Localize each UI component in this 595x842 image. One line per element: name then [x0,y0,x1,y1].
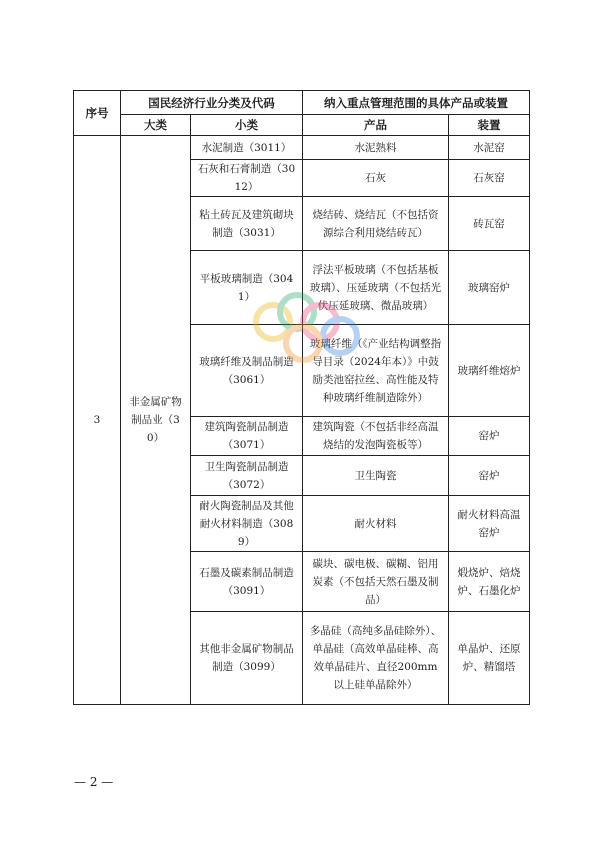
row-device: 玻璃纤维熔炉 [449,325,530,417]
row-minor: 石墨及碳素制品制造（3091） [191,552,303,612]
row-device: 砖瓦窑 [449,197,530,251]
group-major-category: 非金属矿物制品业（30） [121,136,191,705]
row-product: 碳块、碳电极、碳糊、铝用炭素（不包括天然石墨及制品） [303,552,449,612]
row-device: 煅烧炉、焙烧炉、石墨化炉 [449,552,530,612]
row-minor: 耐火陶瓷制品及其他耐火材料制造（3089） [191,496,303,552]
row-minor: 平板玻璃制造（3041） [191,251,303,325]
row-product: 烧结砖、烧结瓦（不包括资源综合利用烧结砖瓦） [303,197,449,251]
row-device: 石灰窑 [449,160,530,197]
row-device: 单晶炉、还原炉、精馏塔 [449,612,530,705]
row-product: 多晶硅（高纯多晶硅除外）、单晶硅（高效单晶硅棒、高效单晶硅片、直径200mm以上硅单晶除外） [303,612,449,705]
row-product: 玻璃纤维（《产业结构调整指导目录（2024年本）》中鼓励类池窑拉丝、高性能及特种玻璃纤维制造除外） [303,325,449,417]
row-product: 石灰 [303,160,449,197]
row-minor: 玻璃纤维及制品制造（3061） [191,325,303,417]
group-seq: 3 [74,136,121,705]
row-minor: 其他非金属矿物制品制造（3099） [191,612,303,705]
header-minor: 小类 [191,115,303,136]
row-product: 卫生陶瓷 [303,456,449,496]
row-minor: 石灰和石膏制造（3012） [191,160,303,197]
industry-scope-table [73,90,530,705]
row-product: 浮法平板玻璃（不包括基板玻璃）、压延玻璃（不包括光伏压延玻璃、微晶玻璃） [303,251,449,325]
row-minor: 水泥制造（3011） [191,136,303,160]
row-product: 耐火材料 [303,496,449,552]
header-product: 产品 [303,115,449,136]
row-minor: 卫生陶瓷制品制造（3072） [191,456,303,496]
row-device: 水泥窑 [449,136,530,160]
header-device: 装置 [449,115,530,136]
row-device: 耐火材料高温窑炉 [449,496,530,552]
page-number: — 2 — [74,775,114,789]
row-device: 窑炉 [449,417,530,456]
header-scope: 纳入重点管理范围的具体产品或装置 [303,91,530,115]
header-industry: 国民经济行业分类及代码 [121,91,303,115]
row-device: 窑炉 [449,456,530,496]
row-product: 建筑陶瓷（不包括非经高温烧结的发泡陶瓷板等） [303,417,449,456]
row-minor: 粘土砖瓦及建筑砌块制造（3031） [191,197,303,251]
row-product: 水泥熟料 [303,136,449,160]
header-seq: 序号 [74,91,121,136]
header-major: 大类 [121,115,191,136]
row-device: 玻璃窑炉 [449,251,530,325]
row-minor: 建筑陶瓷制品制造（3071） [191,417,303,456]
